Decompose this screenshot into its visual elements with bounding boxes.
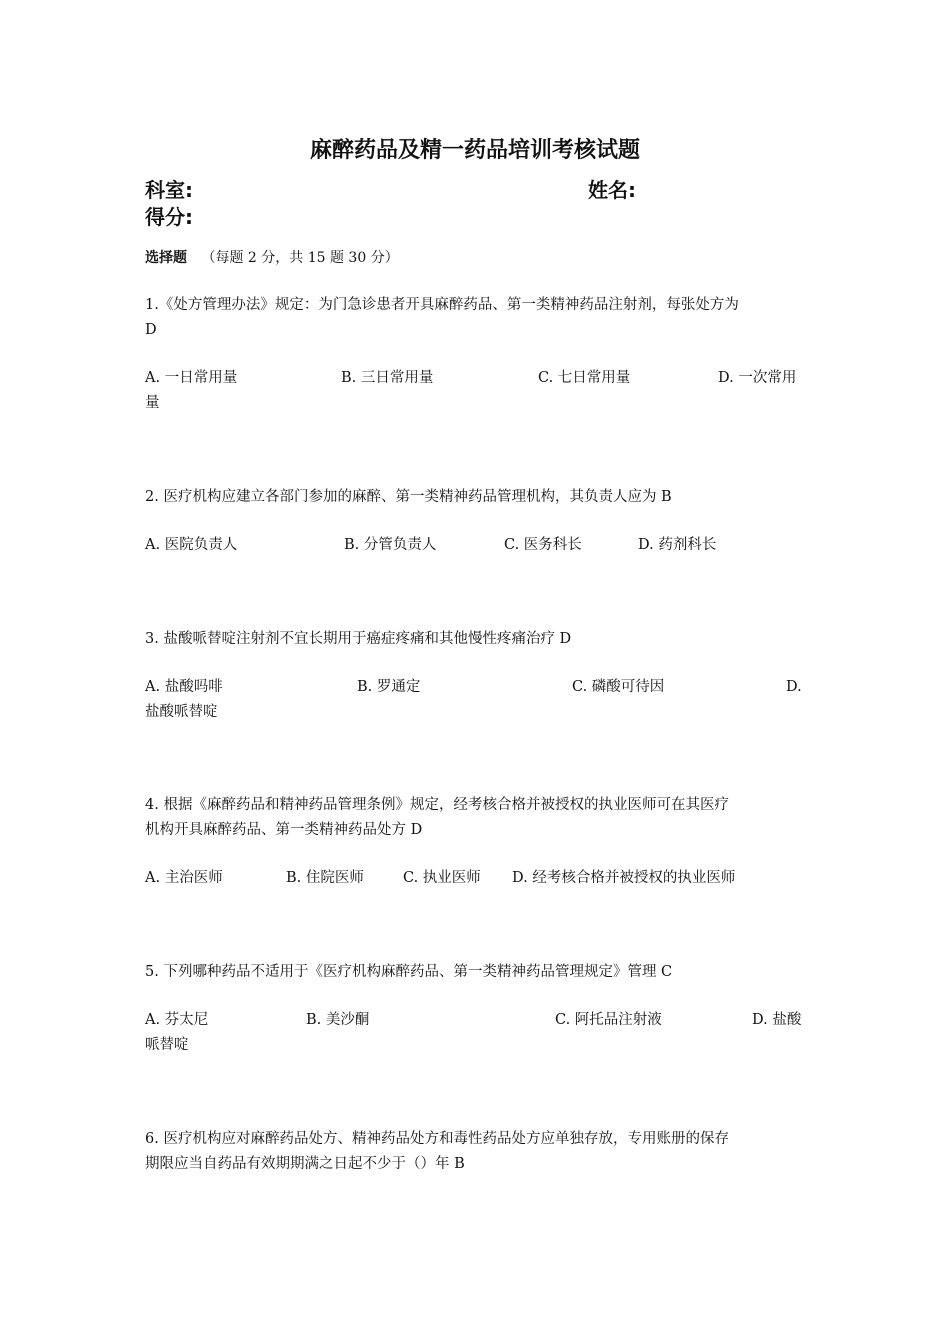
question-stem-line: 6. 医疗机构应对麻醉药品处方、精神药品处方和毒性药品处方应单独存放，专用账册的保存 [145,1131,729,1147]
page-title: 麻醉药品及精一药品培训考核试题 [309,138,640,163]
question-4-option-c: C. 执业医师 [403,870,481,886]
question-2-option-a: A. 医院负责人 [145,537,238,553]
section-note: （每题 2 分，共 15 题 30 分） [201,250,399,266]
question-stem-line: 3. 盐酸哌替啶注射剂不宜长期用于癌症疼痛和其他慢性疼痛治疗 D [145,631,572,647]
question-3-option-c: C. 磷酸可待因 [572,679,665,695]
section-heading [145,247,399,267]
question-1-option-b: B. 三日常用量 [341,370,434,386]
question-stem-line: 1.《处方管理办法》规定：为门急诊患者开具麻醉药品、第一类精神药品注射剂，每张处方为 [145,297,739,313]
question-4-option-b: B. 住院医师 [286,870,364,886]
question-4-option-a: A. 主治医师 [145,870,223,886]
question-3-option-wrap: 盐酸哌替啶 [145,704,218,720]
question-3-option-b: B. 罗通定 [357,679,421,695]
question-stem-line: 4. 根据《麻醉药品和精神药品管理条例》规定，经考核合格并被授权的执业医师可在其医疗 [145,797,729,813]
score-label: 得分: [145,205,193,229]
name-label: 姓名: [588,178,636,202]
question-2-option-d: D. 药剂科长 [638,537,717,553]
question-stem-line: 5. 下列哪种药品不适用于《医疗机构麻醉药品、第一类精神药品管理规定》管理 C [145,964,673,980]
question-5-option-d: D. 盐酸 [752,1012,802,1028]
question-3-option-d: D. [786,679,802,695]
question-4-option-d: D. 经考核合格并被授权的执业医师 [512,870,736,886]
question-5-option-b: B. 美沙酮 [306,1012,370,1028]
question-1-option-wrap: 量 [145,395,160,411]
question-1-option-c: C. 七日常用量 [538,370,631,386]
question-1-option-a: A. 一日常用量 [145,370,238,386]
question-1-stem [145,293,810,343]
section-label: 选择题 [145,250,187,266]
question-6-stem [145,1127,810,1177]
question-3-option-a: A. 盐酸吗啡 [145,679,223,695]
question-stem-line: 2. 医疗机构应建立各部门参加的麻醉、第一类精神药品管理机构，其负责人应为 B [145,489,672,505]
question-2-option-b: B. 分管负责人 [344,537,437,553]
question-5-option-a: A. 芬太尼 [145,1012,209,1028]
question-1-option-d: D. 一次常用 [718,370,797,386]
question-5-option-c: C. 阿托品注射液 [555,1012,662,1028]
question-stem-line: 机构开具麻醉药品、第一类精神药品处方 D [145,822,423,838]
question-5-option-wrap: 哌替啶 [145,1037,189,1053]
question-2-stem [145,485,810,510]
question-3-stem [145,627,810,652]
question-2-option-c: C. 医务科长 [504,537,582,553]
dept-label: 科室: [145,178,193,202]
question-4-stem [145,793,810,843]
question-5-stem [145,960,810,985]
question-stem-line: D [145,322,157,338]
question-stem-line: 期限应当自药品有效期期满之日起不少于（）年 B [145,1156,465,1172]
